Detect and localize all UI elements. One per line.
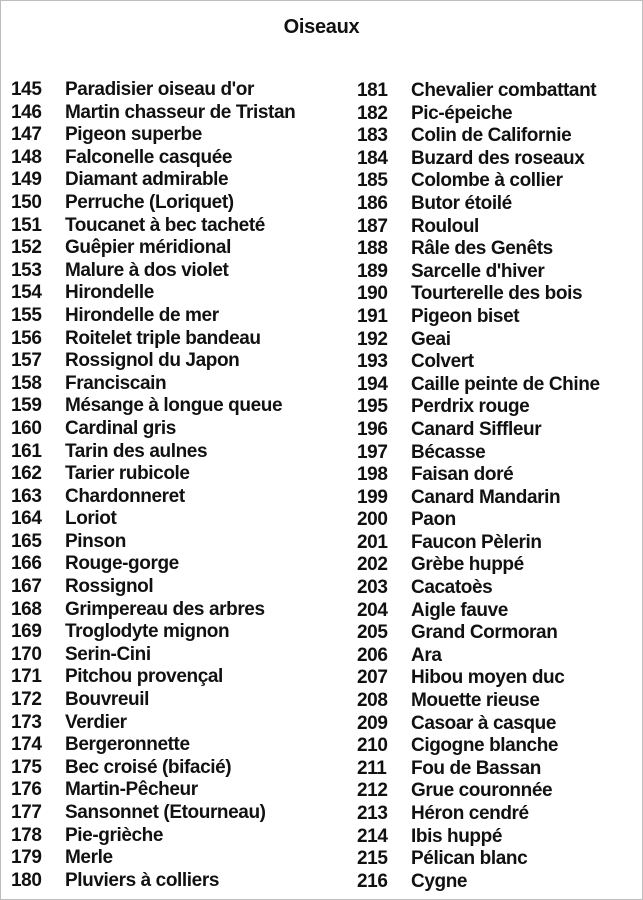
item-name: Grand Cormoran — [411, 622, 558, 644]
list-item — [11, 418, 341, 441]
item-number: 197 — [357, 441, 388, 463]
item-name: Pigeon biset — [411, 305, 520, 327]
list-item — [11, 621, 341, 644]
item-number: 147 — [11, 124, 42, 146]
item-number: 172 — [11, 689, 42, 711]
item-name: Chardonneret — [65, 485, 185, 507]
list-item — [357, 238, 642, 261]
list-item — [357, 758, 642, 781]
bird-list-right — [357, 80, 642, 893]
list-item — [11, 395, 341, 418]
list-item — [11, 553, 341, 576]
list-item — [11, 870, 341, 893]
item-name: Rouge-gorge — [65, 553, 179, 575]
item-name: Faisan doré — [411, 464, 514, 486]
list-item — [11, 644, 341, 667]
list-item — [11, 689, 341, 712]
list-item — [357, 216, 642, 239]
item-name: Merle — [65, 847, 113, 869]
item-number: 207 — [357, 667, 388, 689]
item-name: Paradisier oiseau d'or — [65, 79, 254, 100]
item-name: Râle des Genêts — [411, 238, 553, 260]
list-item — [357, 170, 642, 193]
item-number: 184 — [357, 147, 388, 169]
item-name: Mouette rieuse — [411, 690, 540, 712]
item-name: Toucanet à bec tacheté — [65, 214, 265, 236]
item-name: Pinson — [65, 530, 126, 552]
list-item — [11, 373, 341, 396]
list-item — [11, 350, 341, 373]
list-item — [357, 871, 642, 894]
item-number: 194 — [357, 373, 388, 395]
item-name: Fou de Bassan — [411, 757, 541, 779]
list-item — [357, 645, 642, 668]
list-item — [357, 148, 642, 171]
list-item — [11, 734, 341, 757]
item-name: Loriot — [65, 508, 117, 530]
item-number: 156 — [11, 327, 42, 349]
item-name: Diamant admirable — [65, 169, 229, 191]
item-number: 150 — [11, 191, 42, 213]
item-name: Canard Siffleur — [411, 418, 542, 440]
item-name: Colombe à collier — [411, 170, 563, 192]
list-item — [11, 712, 341, 735]
item-name: Colin de Californie — [411, 125, 572, 147]
item-name: Bergeronnette — [65, 734, 190, 756]
item-name: Caille peinte de Chine — [411, 373, 600, 395]
item-number: 177 — [11, 802, 42, 823]
item-name: Verdier — [65, 711, 127, 733]
item-name: Sarcelle d'hiver — [411, 260, 545, 282]
item-name: Malure à dos violet — [65, 259, 229, 281]
list-item — [11, 328, 341, 351]
item-number: 200 — [357, 509, 388, 531]
list-item — [11, 169, 341, 192]
item-name: Rossignol — [65, 576, 154, 598]
item-name: Grue couronnée — [411, 780, 553, 802]
list-item — [11, 192, 341, 215]
list-item — [11, 802, 341, 825]
item-number: 190 — [357, 283, 388, 305]
list-item — [357, 419, 642, 442]
item-number: 216 — [357, 870, 388, 892]
item-number: 186 — [357, 192, 388, 214]
item-name: Guêpier méridional — [65, 237, 231, 259]
item-number: 165 — [11, 530, 42, 552]
item-number: 169 — [11, 621, 42, 643]
item-name: Hibou moyen duc — [411, 667, 565, 689]
list-item — [11, 757, 341, 780]
item-number: 208 — [357, 690, 388, 712]
item-name: Grimpereau des arbres — [65, 598, 265, 620]
list-item — [11, 576, 341, 599]
list-item — [357, 509, 642, 532]
item-number: 155 — [11, 304, 42, 326]
list-item — [357, 329, 642, 352]
item-name: Canard Mandarin — [411, 486, 561, 508]
item-number: 179 — [11, 847, 42, 869]
item-number: 174 — [11, 734, 42, 756]
list-item — [357, 532, 642, 555]
list-item — [357, 464, 642, 487]
item-number: 163 — [11, 485, 42, 507]
item-name: Martin chasseur de Tristan — [65, 101, 296, 123]
list-item — [357, 826, 642, 849]
item-number: 182 — [357, 102, 388, 124]
item-name: Perdrix rouge — [411, 396, 530, 418]
item-name: Cacatoès — [411, 577, 493, 599]
item-number: 215 — [357, 848, 388, 870]
list-item — [357, 622, 642, 645]
item-number: 185 — [357, 170, 388, 192]
item-number: 204 — [357, 599, 388, 621]
list-item — [11, 486, 341, 509]
item-name: Tarier rubicole — [65, 463, 190, 485]
list-item — [357, 577, 642, 600]
item-name: Franciscain — [65, 372, 167, 394]
item-number: 157 — [11, 350, 42, 372]
list-item — [357, 351, 642, 374]
list-item — [357, 103, 642, 126]
item-name: Bécasse — [411, 441, 486, 463]
list-item — [357, 848, 642, 871]
item-name: Grèbe huppé — [411, 554, 524, 576]
item-name: Hirondelle de mer — [65, 304, 219, 326]
list-item — [357, 442, 642, 465]
item-number: 160 — [11, 417, 42, 439]
item-name: Chevalier combattant — [411, 80, 597, 101]
item-name: Troglodyte mignon — [65, 621, 230, 643]
list-item — [11, 215, 341, 238]
item-name: Faucon Pèlerin — [411, 531, 542, 553]
item-name: Rouloul — [411, 215, 479, 237]
item-name: Pitchou provençal — [65, 666, 223, 688]
item-name: Pie-grièche — [65, 824, 164, 846]
list-item — [357, 396, 642, 419]
list-item — [11, 237, 341, 260]
item-number: 170 — [11, 643, 42, 665]
list-item — [11, 124, 341, 147]
item-number: 183 — [357, 125, 388, 147]
item-number: 202 — [357, 554, 388, 576]
list-item — [357, 261, 642, 284]
item-number: 167 — [11, 576, 42, 598]
item-number: 151 — [11, 214, 42, 236]
item-name: Casoar à casque — [411, 712, 557, 734]
item-number: 166 — [11, 553, 42, 575]
item-name: Hirondelle — [65, 282, 154, 304]
list-item — [357, 125, 642, 148]
item-number: 199 — [357, 486, 388, 508]
item-number: 189 — [357, 260, 388, 282]
list-item — [11, 102, 341, 125]
item-name: Pélican blanc — [411, 848, 528, 870]
item-name: Paon — [411, 509, 456, 531]
list-item — [11, 508, 341, 531]
item-number: 164 — [11, 508, 42, 530]
item-name: Geai — [411, 328, 451, 350]
list-item — [357, 283, 642, 306]
list-item — [11, 666, 341, 689]
list-item — [11, 599, 341, 622]
item-name: Pigeon superbe — [65, 124, 202, 146]
list-item — [11, 79, 341, 102]
item-number: 149 — [11, 169, 42, 191]
item-number: 168 — [11, 598, 42, 620]
item-number: 192 — [357, 328, 388, 350]
item-name: Cigogne blanche — [411, 735, 559, 757]
list-item — [357, 554, 642, 577]
item-number: 205 — [357, 622, 388, 644]
item-number: 198 — [357, 464, 388, 486]
item-name: Cygne — [411, 870, 468, 892]
item-name: Aigle fauve — [411, 599, 508, 621]
list-item — [11, 305, 341, 328]
item-name: Martin-Pêcheur — [65, 779, 198, 801]
list-item — [357, 193, 642, 216]
list-item — [11, 779, 341, 802]
list-item — [357, 306, 642, 329]
item-number: 180 — [11, 869, 42, 891]
item-name: Ara — [411, 644, 442, 666]
item-number: 209 — [357, 712, 388, 734]
list-item — [357, 735, 642, 758]
list-item — [11, 147, 341, 170]
item-number: 175 — [11, 756, 42, 778]
item-name: Serin-Cini — [65, 643, 151, 665]
item-number: 201 — [357, 531, 388, 553]
item-number: 148 — [11, 146, 42, 168]
list-item — [357, 803, 642, 826]
item-number: 162 — [11, 463, 42, 485]
list-item — [357, 487, 642, 510]
item-number: 196 — [357, 418, 388, 440]
list-item — [357, 690, 642, 713]
item-name: Pic-épeiche — [411, 102, 513, 124]
item-name: Roitelet triple bandeau — [65, 327, 261, 349]
item-number: 145 — [11, 79, 42, 100]
item-number: 193 — [357, 351, 388, 373]
list-item — [357, 713, 642, 736]
item-number: 159 — [11, 395, 42, 417]
item-number: 188 — [357, 238, 388, 260]
item-name: Bec croisé (bifacié) — [65, 756, 232, 778]
list-item — [11, 847, 341, 870]
item-number: 153 — [11, 259, 42, 281]
item-name: Cardinal gris — [65, 417, 176, 439]
item-name: Colvert — [411, 351, 474, 373]
item-number: 206 — [357, 644, 388, 666]
item-number: 214 — [357, 825, 388, 847]
item-name: Falconelle casquée — [65, 146, 233, 168]
list-item — [11, 441, 341, 464]
item-number: 152 — [11, 237, 42, 259]
list-item — [357, 80, 642, 103]
list-item — [11, 260, 341, 283]
item-number: 171 — [11, 666, 42, 688]
item-name: Tarin des aulnes — [65, 440, 208, 462]
item-number: 212 — [357, 780, 388, 802]
item-name: Sansonnet (Etourneau) — [65, 802, 266, 823]
list-item — [11, 463, 341, 486]
item-number: 210 — [357, 735, 388, 757]
item-name: Tourterelle des bois — [411, 283, 583, 305]
item-number: 173 — [11, 711, 42, 733]
item-number: 176 — [11, 779, 42, 801]
item-number: 154 — [11, 282, 42, 304]
bird-list-left — [11, 79, 341, 892]
item-number: 187 — [357, 215, 388, 237]
item-number: 181 — [357, 80, 388, 101]
list-item — [357, 600, 642, 623]
item-name: Perruche (Loriquet) — [65, 191, 234, 213]
item-number: 213 — [357, 803, 388, 824]
item-name: Buzard des roseaux — [411, 147, 585, 169]
list-item — [11, 282, 341, 305]
item-number: 161 — [11, 440, 42, 462]
item-number: 191 — [357, 305, 388, 327]
item-number: 203 — [357, 577, 388, 599]
item-number: 158 — [11, 372, 42, 394]
item-number: 146 — [11, 101, 42, 123]
list-item — [11, 825, 341, 848]
item-name: Butor étoilé — [411, 192, 512, 214]
item-number: 195 — [357, 396, 388, 418]
item-name: Mésange à longue queue — [65, 395, 283, 417]
list-item — [357, 374, 642, 397]
item-name: Pluviers à colliers — [65, 869, 219, 891]
item-name: Ibis huppé — [411, 825, 503, 847]
page-title: Oiseaux — [283, 16, 360, 38]
list-item — [11, 531, 341, 554]
item-number: 178 — [11, 824, 42, 846]
item-number: 211 — [357, 757, 387, 779]
item-name: Rossignol du Japon — [65, 350, 240, 372]
item-name: Héron cendré — [411, 803, 529, 824]
list-item — [357, 667, 642, 690]
list-item — [357, 780, 642, 803]
item-name: Bouvreuil — [65, 689, 150, 711]
